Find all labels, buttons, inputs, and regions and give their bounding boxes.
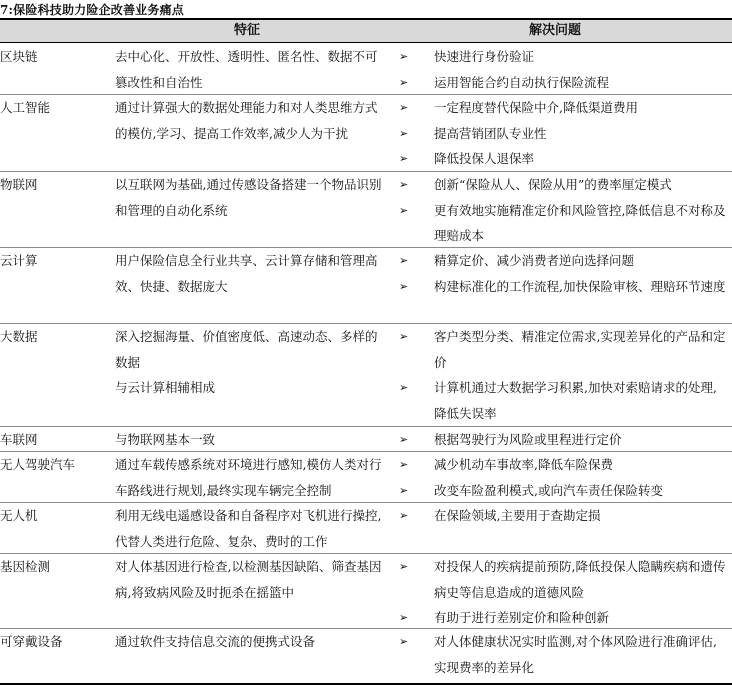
solution-text: 精算定价、减少消费者逆向选择问题 bbox=[434, 253, 635, 268]
solution-text: 对人体健康状况实时监测,对个体风险进行准确评估,实现费率的差异化 bbox=[434, 634, 717, 675]
arrow-bullet-icon: ➢ bbox=[399, 75, 409, 89]
table-row bbox=[0, 554, 732, 629]
table-row bbox=[0, 629, 732, 683]
row-divider bbox=[0, 171, 732, 172]
solution-text: 对投保人的疾病提前预防,降低投保人隐瞒疾病和遗传病史等信息造成的道德风险 bbox=[434, 559, 726, 600]
feature-cell: 利用无线电遥感设备和自备程序对飞机进行操控,代替人类进行危险、复杂、费时的工作 bbox=[115, 508, 382, 549]
arrow-bullet-icon: ➢ bbox=[399, 126, 409, 140]
row-divider bbox=[0, 553, 732, 554]
solution-text: 有助于进行差别定价和险种创新 bbox=[434, 610, 610, 625]
solution-text: 一定程度替代保险中介,降低渠道费用 bbox=[434, 100, 638, 115]
solution-text: 客户类型分类、精准定位需求,实现差异化的产品和定价 bbox=[434, 329, 726, 370]
feature-cell-extra: 与云计算相辅相成 bbox=[115, 380, 216, 395]
arrow-bullet-icon: ➢ bbox=[399, 635, 409, 648]
arrow-bullet-icon: ➢ bbox=[399, 458, 409, 471]
arrow-bullet-icon: ➢ bbox=[399, 254, 409, 267]
row-divider bbox=[0, 94, 732, 95]
header-background bbox=[0, 20, 732, 42]
tech-cell: 可穿戴设备 bbox=[0, 634, 63, 649]
table-row bbox=[0, 503, 732, 554]
row-divider bbox=[0, 247, 732, 248]
feature-cell: 通过软件支持信息交流的便携式设备 bbox=[115, 634, 316, 649]
arrow-bullet-icon: ➢ bbox=[399, 509, 409, 522]
solution-text: 降低投保人退保率 bbox=[434, 151, 535, 166]
arrow-bullet-icon: ➢ bbox=[399, 178, 409, 191]
feature-cell: 通过车载传感系统对环境进行感知,模仿人类对行车路线进行规划,最终实现车辆完全控制 bbox=[115, 457, 382, 498]
table-row bbox=[0, 172, 732, 248]
table-row bbox=[0, 248, 732, 324]
tech-cell: 区块链 bbox=[0, 49, 38, 64]
feature-cell: 与物联网基本一致 bbox=[115, 432, 216, 447]
solution-text: 更有效地实施精准定价和风险管控,降低信息不对称及理赔成本 bbox=[434, 202, 726, 243]
row-divider bbox=[0, 451, 732, 452]
arrow-bullet-icon: ➢ bbox=[399, 203, 409, 217]
header-solution: 解决问题 bbox=[529, 20, 581, 42]
arrow-bullet-icon: ➢ bbox=[399, 381, 409, 394]
solution-text: 根据驾驶行为风险或里程进行定价 bbox=[434, 432, 622, 447]
table-title: 7:保险科技助力险企改善业务痛点 bbox=[0, 3, 184, 17]
solution-text: 在保险领域,主要用于查勘定损 bbox=[434, 508, 601, 523]
feature-cell: 去中心化、开放性、透明性、匿名性、数据不可篡改性和自治性 bbox=[115, 49, 378, 90]
solution-text: 减少机动车事故率,降低车险保费 bbox=[434, 457, 613, 472]
row-divider bbox=[0, 628, 732, 629]
arrow-bullet-icon: ➢ bbox=[399, 560, 409, 573]
tech-cell: 无人机 bbox=[0, 508, 38, 523]
solution-text: 改变车险盈利模式,或向汽车责任保险转变 bbox=[434, 482, 663, 498]
row-divider bbox=[0, 502, 732, 503]
solution-text: 构建标准化的工作流程,加快保险审核、理赔环节速度 bbox=[434, 278, 726, 294]
tech-cell: 基因检测 bbox=[0, 559, 51, 574]
row-divider bbox=[0, 323, 732, 324]
header-feature: 特征 bbox=[234, 20, 260, 42]
tech-cell: 无人驾驶汽车 bbox=[0, 457, 76, 472]
feature-cell: 通过计算强大的数据处理能力和对人类思维方式的模仿,学习、提高工作效率,减少人为干扰 bbox=[115, 100, 378, 141]
tech-cell: 人工智能 bbox=[0, 100, 51, 115]
arrow-bullet-icon: ➢ bbox=[399, 101, 409, 114]
solution-text: 创新“保险从人、保险从用”的费率厘定模式 bbox=[434, 177, 672, 192]
table-row bbox=[0, 427, 732, 452]
table-row bbox=[0, 44, 732, 95]
solution-text: 运用智能合约自动执行保险流程 bbox=[434, 74, 610, 90]
tech-cell: 大数据 bbox=[0, 329, 38, 344]
feature-cell: 用户保险信息全行业共享、云计算存储和管理高效、快捷、数据庞大 bbox=[115, 253, 378, 294]
tech-cell: 车联网 bbox=[0, 432, 38, 447]
arrow-bullet-icon: ➢ bbox=[399, 330, 409, 343]
feature-cell: 深入挖掘海量、价值密度低、高速动态、多样的数据 bbox=[115, 329, 378, 370]
table-row bbox=[0, 452, 732, 503]
solution-text: 提高营销团队专业性 bbox=[434, 125, 547, 141]
row-divider bbox=[0, 426, 732, 427]
solution-text: 快速进行身份验证 bbox=[434, 49, 535, 64]
arrow-bullet-icon: ➢ bbox=[399, 152, 409, 165]
table-row bbox=[0, 95, 732, 172]
arrow-bullet-icon: ➢ bbox=[399, 50, 409, 63]
arrow-bullet-icon: ➢ bbox=[399, 611, 409, 624]
feature-cell: 对人体基因进行检查,以检测基因缺陷、筛查基因病,将致病风险及时扼杀在摇篮中 bbox=[115, 559, 382, 600]
feature-cell: 以互联网为基础,通过传感设备搭建一个物品识别和管理的自动化系统 bbox=[115, 177, 382, 218]
arrow-bullet-icon: ➢ bbox=[399, 483, 409, 497]
arrow-bullet-icon: ➢ bbox=[399, 279, 409, 293]
header-rule bbox=[0, 42, 732, 43]
table-row bbox=[0, 324, 732, 427]
arrow-bullet-icon: ➢ bbox=[399, 433, 409, 446]
tech-cell: 云计算 bbox=[0, 253, 38, 268]
tech-cell: 物联网 bbox=[0, 177, 38, 192]
solution-text: 计算机通过大数据学习积累,加快对索赔请求的处理,降低失误率 bbox=[434, 380, 717, 421]
